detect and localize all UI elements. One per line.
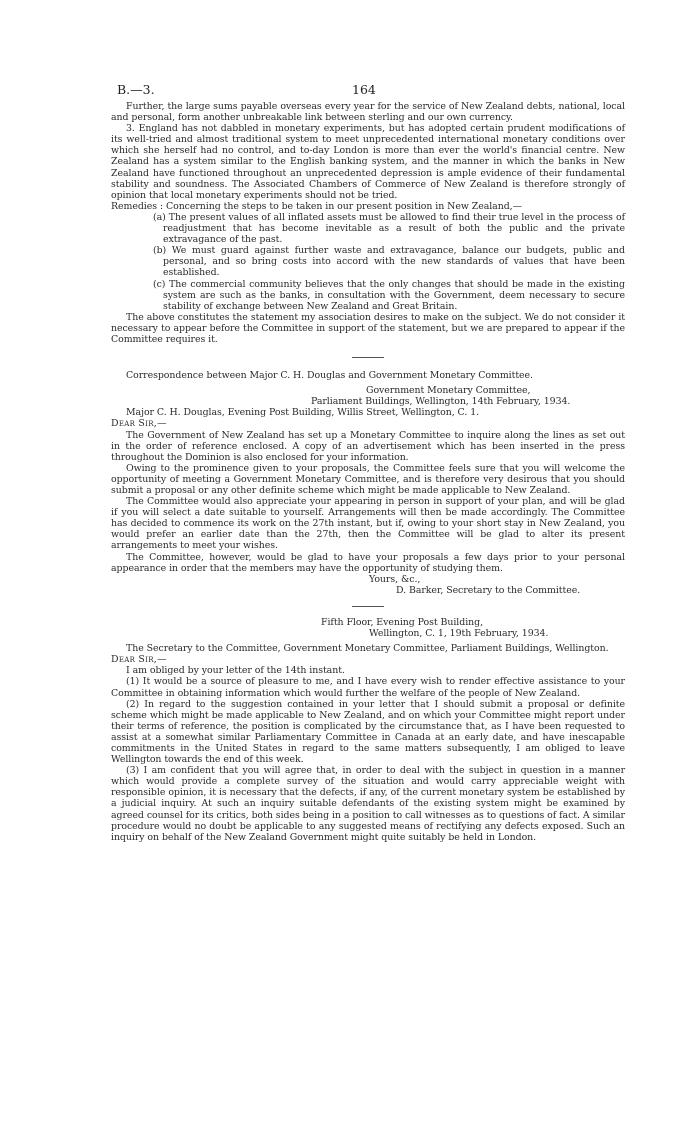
remedy-item-c: (c) The commercial community believes that the only changes that should be made in the existing system are such as the banks, in consultation with the Government, deem necessary to secure stability of exchange between New Zealand and Great Britain. <box>153 278 625 312</box>
letter2-address-line1: Fifth Floor, Evening Post Building, <box>321 616 484 628</box>
section-divider <box>352 357 384 358</box>
letter2-salutation: Dear Sir,— <box>111 654 167 666</box>
page-number: 164 <box>352 82 376 97</box>
letter2-addressee: The Secretary to the Committee, Government Monetary Committee, Parliament Buildings, Wellington. <box>126 643 609 655</box>
body-text <box>111 101 625 843</box>
letter1-addressee: Major C. H. Douglas, Evening Post Building, Willis Street, Wellington, C. 1. <box>126 407 480 419</box>
report-reference: B.—3. <box>117 82 155 97</box>
paragraph-overseas-payments: Further, the large sums payable overseas every year for the service of New Zealand debts, national, local and personal, form another unbreakable link between sterling and our own currency. <box>111 101 625 124</box>
letter2-paragraph-2: (1) It would be a source of pleasure to me, and I have every wish to render effective assistance to your Committee in obtaining information which would further the welfare of the people of New Zealand. <box>111 676 625 699</box>
letter1-signature: D. Barker, Secretary to the Committee. <box>396 584 581 596</box>
letter1-address-line1: Government Monetary Committee, <box>366 385 531 397</box>
letter2-paragraph-1: I am obliged by your letter of the 14th instant. <box>126 665 345 677</box>
letter2-paragraph-4: (3) I am confident that you will agree that, in order to deal with the subject in question in a manner which would provide a complete survey of the situation and would carry appreciable weight with responsible opinion, it is necessary that the defects, if any, of the current monetary system be established by a judicial inquiry. At such an inquiry suitable defendants of the existing system might be examined by agreed counsel for its critics, both sides being in a position to call witnesses as to questions of fact. A similar procedure would no doubt be applicable to any suggested means of rectifying any defects exposed. Such an inquiry on behalf of the New Zealand Government might quite suitably be held in London. <box>111 765 625 843</box>
paragraph-england-monetary: 3. England has not dabbled in monetary experiments, but has adopted certain prudent modifications of its well-tried and almost traditional system to meet unprecedented international monetary conditions over which she herself had no control, and to-day London is more than ever the world's financial centre. New Zealand has a system similar to the English banking system, and the manner in which the banks in New Zealand have functioned throughout an unprecedented depression is ample evidence of their fundamental stability and soundness. The Associated Chambers of Commerce of New Zealand is therefore strongly of opinion that local monetary experiments should not be tried. <box>111 123 625 201</box>
letter1-closing: Yours, &c., <box>369 573 421 585</box>
remedy-item-a: (a) The present values of all inflated assets must be allowed to find their true level in the process of readjustment that has become inevitable as a result of both the public and the private extravagance of the past. <box>153 211 625 246</box>
remedies-label: Remedies : Concerning the steps to be taken in our present position in New Zealand,— <box>111 200 522 212</box>
letter1-address-line2: Parliament Buildings, Wellington, 14th February, 1934. <box>311 396 571 408</box>
letter2-paragraph-3: (2) In regard to the suggestion contained in your letter that I should submit a proposal or definite scheme which might be made applicable to New Zealand, and on which your Committee might report under their terms of reference, the position is complicated by the circumstance that, as I have been requested to assist at a somewhat similar Parliamentary Committee in Canada at an early date, and have inescapable commitments in the United States in regard to the same matters subsequently, I am obliged to leave Wellington towards the end of this week. <box>111 698 625 766</box>
letter1-paragraph-1: The Government of New Zealand has set up a Monetary Committee to inquire along the lines as set out in the order of reference enclosed. A copy of an advertisement which has been inserted in the press throughout the Dominion is also enclosed for your information. <box>111 429 625 463</box>
correspondence-heading: Correspondence between Major C. H. Douglas and Government Monetary Committee. <box>126 370 533 382</box>
letter1-paragraph-2: Owing to the prominence given to your proposals, the Committee feels sure that you will welcome the opportunity of meeting a Government Monetary Committee, and is therefore very desirous that you should submit a proposal or any other definite scheme which might be made applicable to New Zealand. <box>111 462 625 496</box>
closing-statement: The above constitutes the statement my association desires to make on the subject. We do not consider it necessary to appear before the Committee in support of the statement, but we are prepared to appear if the Committee requires it. <box>111 311 625 345</box>
letter1-paragraph-4: The Committee, however, would be glad to have your proposals a few days prior to your personal appearance in order that the members may have the opportunity of studying them. <box>111 551 625 574</box>
letter1-salutation: Dear Sir,— <box>111 418 167 430</box>
letter2-address-line2: Wellington, C. 1, 19th February, 1934. <box>369 628 549 640</box>
remedy-item-b: (b) We must guard against further waste and extravagance, balance our budgets, public and personal, and so bring costs into accord with the new standards of values that have been established. <box>153 245 625 279</box>
letter-divider <box>352 606 384 607</box>
letter1-paragraph-3: The Committee would also appreciate your appearing in person in support of your plan, and will be glad if you will select a date suitable to yourself. Arrangements will then be made accordingly. The Committee has decided to commence its work on the 27th instant, but if, owing to your short stay in New Zealand, you would prefer an earlier date than the 27th, then the Committee will be glad to alter its present arrangements to meet your wishes. <box>111 496 625 552</box>
